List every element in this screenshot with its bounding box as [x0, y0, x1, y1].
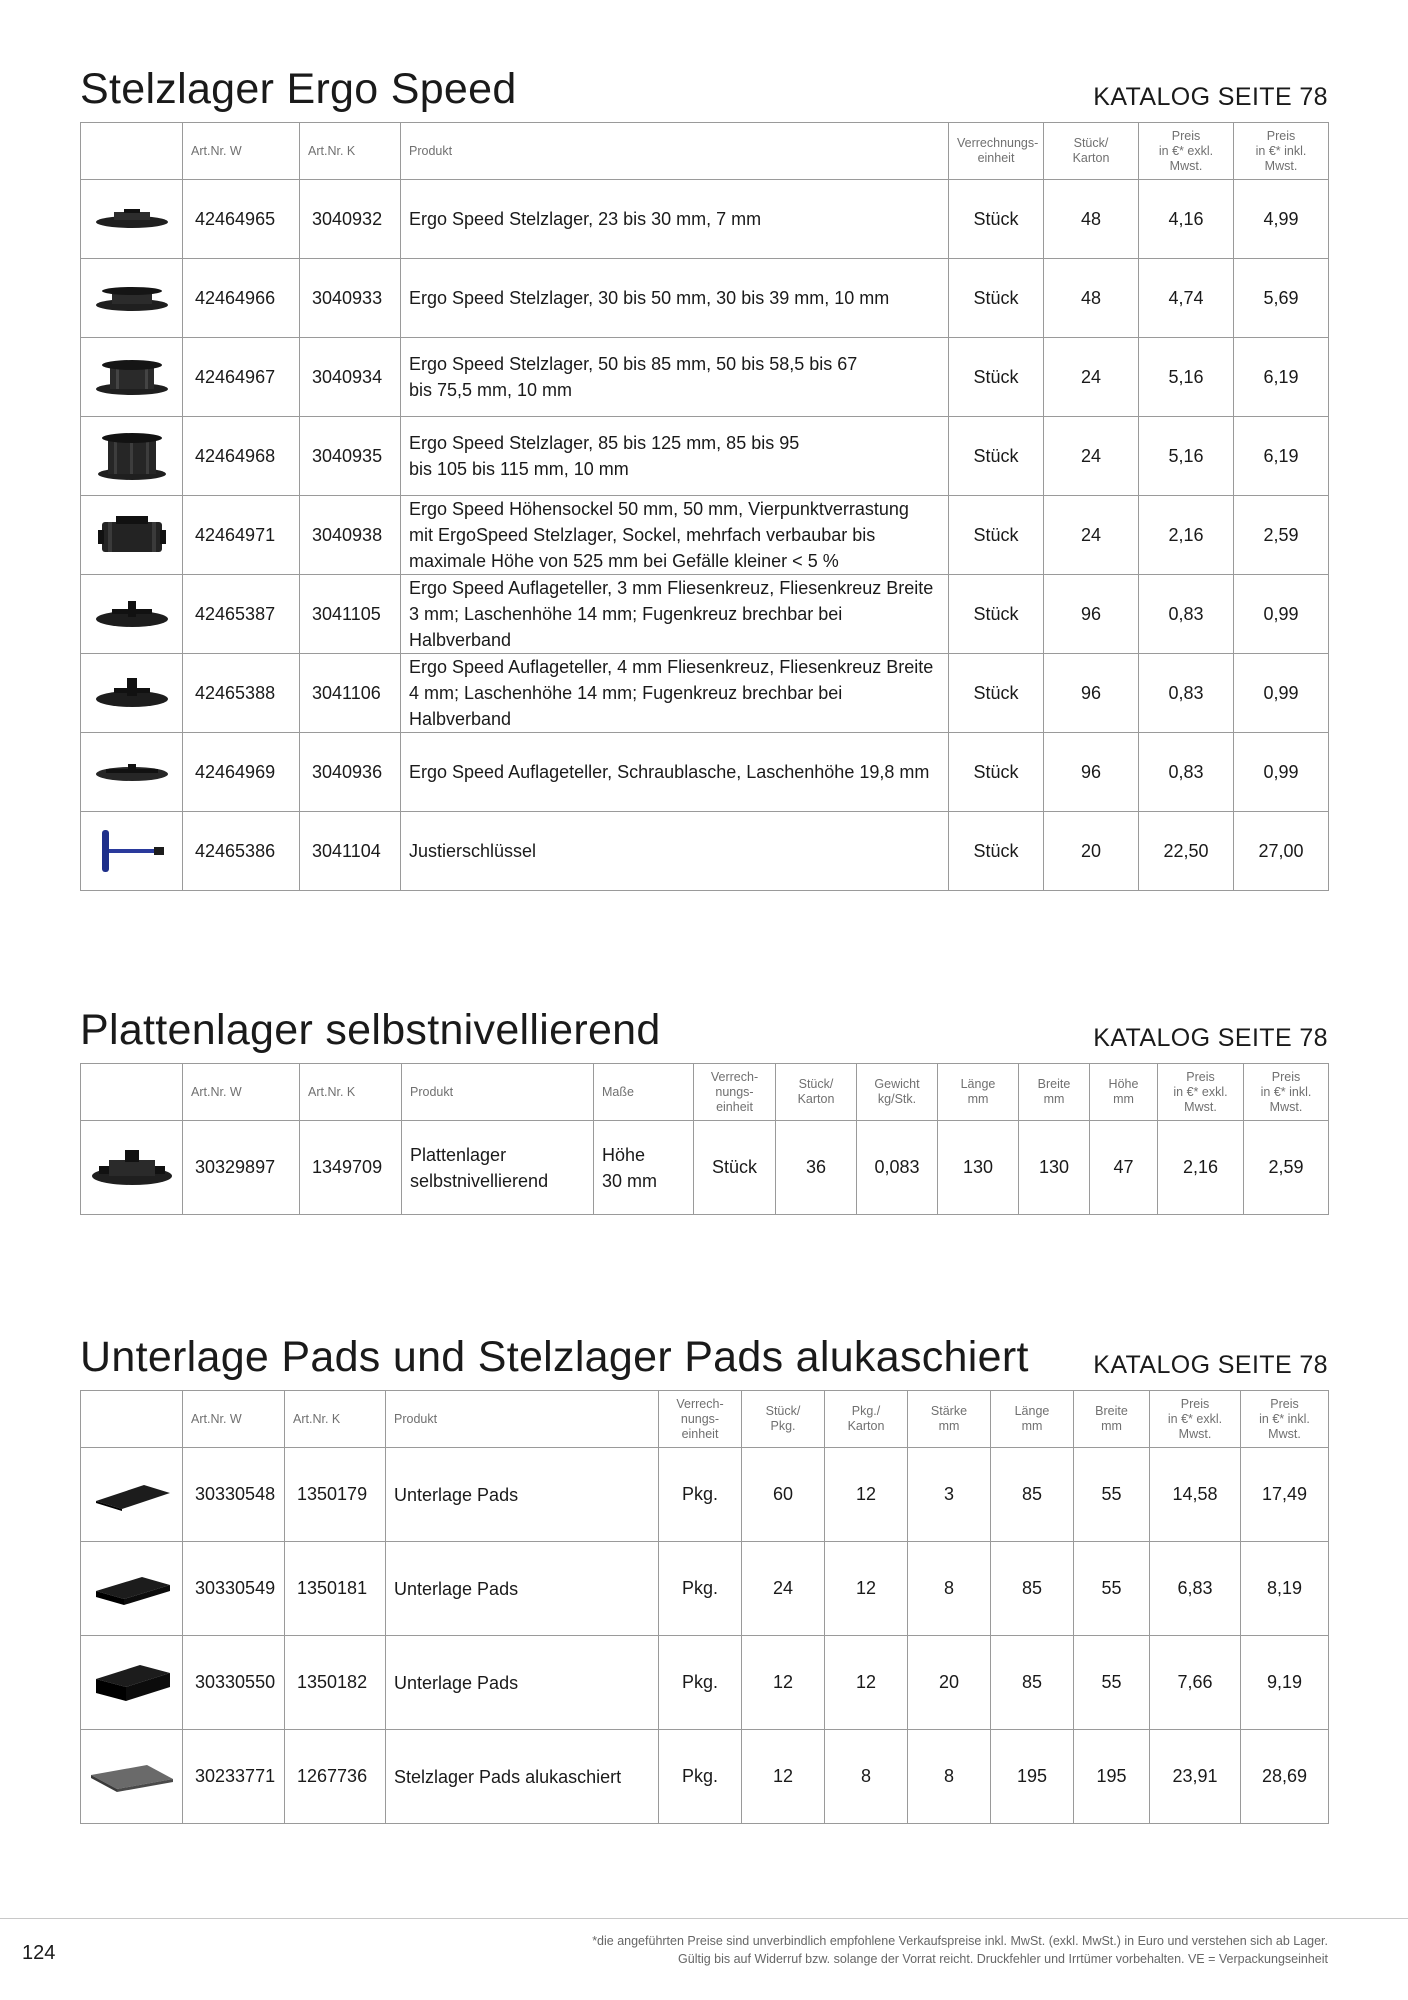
col-einheit: Verrechnungs- einheit	[949, 123, 1044, 180]
staerke: 3	[908, 1448, 991, 1542]
einheit: Pkg.	[659, 1730, 742, 1824]
product-name: Stelzlager Pads alukaschiert	[386, 1730, 659, 1824]
table-row	[81, 259, 1329, 338]
laenge: 85	[991, 1542, 1074, 1636]
col-laenge: Länge mm	[938, 1064, 1019, 1121]
staerke: 8	[908, 1542, 991, 1636]
stueck-pkg: 12	[742, 1730, 825, 1824]
table-header-row	[81, 1391, 1329, 1448]
art-nr-k: 1350181	[285, 1542, 386, 1636]
product-image-cell	[81, 733, 183, 812]
product-image-cell	[81, 259, 183, 338]
gewicht: 0,083	[857, 1121, 938, 1215]
support-plate-cross-icon	[94, 675, 170, 711]
art-nr-k: 3040933	[300, 259, 401, 338]
section-ergo-speed	[80, 62, 1328, 891]
einheit: Pkg.	[659, 1448, 742, 1542]
product-name: Ergo Speed Auflageteller, Schraublasche, Laschenhöhe 19,8 mm	[401, 733, 949, 812]
table-row	[81, 1448, 1329, 1542]
pedestal-flat-icon	[94, 204, 170, 234]
stueck-karton: 48	[1044, 180, 1139, 259]
col-produkt: Produkt	[386, 1391, 659, 1448]
preis-exkl: 0,83	[1139, 575, 1234, 654]
einheit: Stück	[949, 654, 1044, 733]
stueck-karton: 24	[1044, 338, 1139, 417]
product-image-cell	[81, 1121, 183, 1215]
col-breite: Breite mm	[1019, 1064, 1090, 1121]
pedestal-medium-icon	[94, 357, 170, 397]
einheit: Stück	[949, 417, 1044, 496]
table-header-row	[81, 1064, 1329, 1121]
table-row	[81, 417, 1329, 496]
preis-exkl: 22,50	[1139, 812, 1234, 891]
table-row	[81, 496, 1329, 575]
stueck-karton: 24	[1044, 496, 1139, 575]
preis-exkl: 6,83	[1150, 1542, 1241, 1636]
col-einheit: Verrech- nungs- einheit	[694, 1064, 776, 1121]
art-nr-w: 30233771	[183, 1730, 285, 1824]
preis-exkl: 14,58	[1150, 1448, 1241, 1542]
preis-exkl: 2,16	[1139, 496, 1234, 575]
breite: 55	[1074, 1636, 1150, 1730]
col-preis-inkl: Preis in €* inkl. Mwst.	[1234, 123, 1329, 180]
preis-exkl: 4,74	[1139, 259, 1234, 338]
col-preis-inkl: Preis in €* inkl. Mwst.	[1244, 1064, 1329, 1121]
pkg-karton: 12	[825, 1448, 908, 1542]
pad-thick-icon	[90, 1659, 174, 1707]
section-plattenlager	[80, 1003, 1328, 1215]
art-nr-w: 42464965	[183, 180, 300, 259]
col-art-k: Art.Nr. K	[300, 123, 401, 180]
table-row	[81, 575, 1329, 654]
col-image	[81, 1064, 183, 1121]
pkg-karton: 8	[825, 1730, 908, 1824]
preis-exkl: 7,66	[1150, 1636, 1241, 1730]
product-image-cell	[81, 496, 183, 575]
art-nr-w: 42465387	[183, 575, 300, 654]
product-image-cell	[81, 417, 183, 496]
art-nr-k: 1349709	[300, 1121, 402, 1215]
laenge: 195	[991, 1730, 1074, 1824]
preis-inkl: 0,99	[1234, 654, 1329, 733]
preis-exkl: 0,83	[1139, 654, 1234, 733]
preis-inkl: 17,49	[1241, 1448, 1329, 1542]
preis-inkl: 27,00	[1234, 812, 1329, 891]
einheit: Stück	[949, 575, 1044, 654]
table-row	[81, 180, 1329, 259]
preis-exkl: 4,16	[1139, 180, 1234, 259]
col-art-k: Art.Nr. K	[285, 1391, 386, 1448]
col-produkt: Produkt	[402, 1064, 594, 1121]
legal-line: Gültig bis auf Widerruf bzw. solange der Vorrat reicht. Druckfehler und Irrtümer vorbehalten. VE = Verpackungseinheit	[678, 1952, 1328, 1966]
art-nr-w: 30330548	[183, 1448, 285, 1542]
hoehe: 47	[1090, 1121, 1158, 1215]
col-preis-exkl: Preis in €* exkl. Mwst.	[1150, 1391, 1241, 1448]
preis-exkl: 2,16	[1158, 1121, 1244, 1215]
art-nr-k: 3041105	[300, 575, 401, 654]
stueck-karton: 96	[1044, 575, 1139, 654]
preis-inkl: 2,59	[1244, 1121, 1329, 1215]
product-name: Plattenlager selbstnivellierend	[402, 1121, 594, 1215]
col-image	[81, 123, 183, 180]
art-nr-k: 3040938	[300, 496, 401, 575]
einheit: Stück	[949, 259, 1044, 338]
pad-medium-icon	[90, 1569, 174, 1609]
col-hoehe: Höhe mm	[1090, 1064, 1158, 1121]
stueck-karton: 96	[1044, 733, 1139, 812]
stueck-pkg: 24	[742, 1542, 825, 1636]
section-title: Stelzlager Ergo Speed	[80, 65, 517, 113]
product-image-cell	[81, 654, 183, 733]
einheit: Stück	[949, 812, 1044, 891]
col-art-w: Art.Nr. W	[183, 123, 300, 180]
stueck-karton: 24	[1044, 417, 1139, 496]
col-staerke: Stärke mm	[908, 1391, 991, 1448]
support-plate-screw-icon	[94, 758, 170, 786]
preis-exkl: 5,16	[1139, 338, 1234, 417]
col-laenge: Länge mm	[991, 1391, 1074, 1448]
product-name: Unterlage Pads	[386, 1636, 659, 1730]
legal-line: *die angeführten Preise sind unverbindlich empfohlene Verkaufspreise inkl. MwSt. (exkl. MwSt.) in Euro und verstehen sich ab Lager.	[592, 1934, 1328, 1948]
einheit: Pkg.	[659, 1636, 742, 1730]
art-nr-k: 3041104	[300, 812, 401, 891]
height-base-icon	[94, 512, 170, 558]
col-art-k: Art.Nr. K	[300, 1064, 402, 1121]
preis-inkl: 5,69	[1234, 259, 1329, 338]
table-row	[81, 338, 1329, 417]
art-nr-w: 42464971	[183, 496, 300, 575]
product-name: Ergo Speed Stelzlager, 50 bis 85 mm, 50 bis 58,5 bis 67 bis 75,5 mm, 10 mm	[401, 338, 949, 417]
product-image-cell	[81, 812, 183, 891]
stueck-pkg: 12	[742, 1636, 825, 1730]
stueck-karton: 20	[1044, 812, 1139, 891]
table-row	[81, 1542, 1329, 1636]
section-header	[80, 62, 1328, 122]
preis-exkl: 23,91	[1150, 1730, 1241, 1824]
art-nr-w: 30330549	[183, 1542, 285, 1636]
section-header	[80, 1003, 1328, 1063]
einheit: Stück	[949, 496, 1044, 575]
stueck-karton: 48	[1044, 259, 1139, 338]
catalog-reference: KATALOG SEITE 78	[1093, 1351, 1328, 1379]
col-preis-exkl: Preis in €* exkl. Mwst.	[1139, 123, 1234, 180]
breite: 195	[1074, 1730, 1150, 1824]
laenge: 130	[938, 1121, 1019, 1215]
preis-inkl: 6,19	[1234, 338, 1329, 417]
table-row	[81, 733, 1329, 812]
art-nr-w: 42464968	[183, 417, 300, 496]
stueck-karton: 96	[1044, 654, 1139, 733]
product-name: Ergo Speed Stelzlager, 23 bis 30 mm, 7 mm	[401, 180, 949, 259]
table-row	[81, 654, 1329, 733]
col-preis-exkl: Preis in €* exkl. Mwst.	[1158, 1064, 1244, 1121]
pedestal-low-icon	[94, 281, 170, 315]
col-breite: Breite mm	[1074, 1391, 1150, 1448]
table-row	[81, 812, 1329, 891]
art-nr-k: 3041106	[300, 654, 401, 733]
product-image-cell	[81, 1730, 183, 1824]
einheit: Stück	[694, 1121, 776, 1215]
col-stueck-pkg: Stück/ Pkg.	[742, 1391, 825, 1448]
col-art-w: Art.Nr. W	[183, 1391, 285, 1448]
preis-inkl: 4,99	[1234, 180, 1329, 259]
einheit: Stück	[949, 338, 1044, 417]
art-nr-w: 42464967	[183, 338, 300, 417]
masse: Höhe 30 mm	[594, 1121, 694, 1215]
product-name: Ergo Speed Stelzlager, 85 bis 125 mm, 85 bis 95 bis 105 bis 115 mm, 10 mm	[401, 417, 949, 496]
art-nr-k: 3040934	[300, 338, 401, 417]
pkg-karton: 12	[825, 1636, 908, 1730]
adjustment-key-icon	[94, 826, 170, 876]
preis-inkl: 2,59	[1234, 496, 1329, 575]
breite: 130	[1019, 1121, 1090, 1215]
art-nr-w: 42464969	[183, 733, 300, 812]
preis-inkl: 0,99	[1234, 575, 1329, 654]
product-image-cell	[81, 180, 183, 259]
product-image-cell	[81, 1542, 183, 1636]
product-name: Ergo Speed Stelzlager, 30 bis 50 mm, 30 bis 39 mm, 10 mm	[401, 259, 949, 338]
col-image	[81, 1391, 183, 1448]
section-header	[80, 1330, 1328, 1390]
page-number: 124	[22, 1942, 56, 1964]
breite: 55	[1074, 1448, 1150, 1542]
art-nr-w: 42465388	[183, 654, 300, 733]
preis-inkl: 8,19	[1241, 1542, 1329, 1636]
product-image-cell	[81, 1448, 183, 1542]
col-masse: Maße	[594, 1064, 694, 1121]
col-preis-inkl: Preis in €* inkl. Mwst.	[1241, 1391, 1329, 1448]
art-nr-w: 42464966	[183, 259, 300, 338]
section-title: Unterlage Pads und Stelzlager Pads alukaschiert	[80, 1333, 1029, 1381]
product-image-cell	[81, 575, 183, 654]
art-nr-k: 1350182	[285, 1636, 386, 1730]
col-gewicht: Gewicht kg/Stk.	[857, 1064, 938, 1121]
catalog-reference: KATALOG SEITE 78	[1093, 1024, 1328, 1052]
product-name: Unterlage Pads	[386, 1448, 659, 1542]
art-nr-k: 3040935	[300, 417, 401, 496]
product-name: Justierschlüssel	[401, 812, 949, 891]
pedestal-tall-icon	[94, 430, 170, 482]
pkg-karton: 12	[825, 1542, 908, 1636]
product-image-cell	[81, 1636, 183, 1730]
product-name: Ergo Speed Auflageteller, 4 mm Fliesenkreuz, Fliesenkreuz Breite 4 mm; Laschenhöhe 14 mm; Fugenkreuz brechbar bei Halbverband	[401, 654, 949, 733]
col-produkt: Produkt	[401, 123, 949, 180]
self-leveling-pedestal-icon	[89, 1146, 175, 1190]
breite: 55	[1074, 1542, 1150, 1636]
einheit: Stück	[949, 733, 1044, 812]
col-pkg-karton: Pkg./ Karton	[825, 1391, 908, 1448]
legal-disclaimer	[428, 1932, 1328, 1968]
table-header-row	[81, 123, 1329, 180]
col-stueck-karton: Stück/ Karton	[776, 1064, 857, 1121]
product-name: Ergo Speed Auflageteller, 3 mm Fliesenkreuz, Fliesenkreuz Breite 3 mm; Laschenhöhe 14 mm; Fugenkreuz brechbar bei Halbverband	[401, 575, 949, 654]
product-image-cell	[81, 338, 183, 417]
preis-exkl: 5,16	[1139, 417, 1234, 496]
stueck-pkg: 60	[742, 1448, 825, 1542]
art-nr-k: 1267736	[285, 1730, 386, 1824]
alu-pad-icon	[87, 1757, 177, 1797]
col-einheit: Verrech- nungs- einheit	[659, 1391, 742, 1448]
art-nr-k: 3040936	[300, 733, 401, 812]
art-nr-w: 30330550	[183, 1636, 285, 1730]
product-table-pads	[80, 1390, 1329, 1824]
product-table-plattenlager	[80, 1063, 1329, 1215]
laenge: 85	[991, 1636, 1074, 1730]
product-table-ergo	[80, 122, 1329, 891]
section-title: Plattenlager selbstnivellierend	[80, 1006, 661, 1054]
preis-exkl: 0,83	[1139, 733, 1234, 812]
stueck-karton: 36	[776, 1121, 857, 1215]
footer-divider	[0, 1918, 1408, 1919]
col-art-w: Art.Nr. W	[183, 1064, 300, 1121]
einheit: Pkg.	[659, 1542, 742, 1636]
preis-inkl: 9,19	[1241, 1636, 1329, 1730]
table-row	[81, 1636, 1329, 1730]
art-nr-w: 30329897	[183, 1121, 300, 1215]
laenge: 85	[991, 1448, 1074, 1542]
product-name: Ergo Speed Höhensockel 50 mm, 50 mm, Vierpunktverrastung mit ErgoSpeed Stelzlager, Sockel, mehrfach verbaubar bis maximale Höhe von 525 mm bei Gefälle kleiner < 5 %	[401, 496, 949, 575]
col-stueck-karton: Stück/ Karton	[1044, 123, 1139, 180]
art-nr-k: 1350179	[285, 1448, 386, 1542]
preis-inkl: 28,69	[1241, 1730, 1329, 1824]
einheit: Stück	[949, 180, 1044, 259]
table-row	[81, 1121, 1329, 1215]
preis-inkl: 0,99	[1234, 733, 1329, 812]
catalog-reference: KATALOG SEITE 78	[1093, 83, 1328, 111]
staerke: 20	[908, 1636, 991, 1730]
staerke: 8	[908, 1730, 991, 1824]
preis-inkl: 6,19	[1234, 417, 1329, 496]
pad-thin-icon	[90, 1477, 174, 1513]
support-plate-cross-icon	[94, 597, 170, 631]
section-pads	[80, 1330, 1328, 1824]
product-name: Unterlage Pads	[386, 1542, 659, 1636]
art-nr-w: 42465386	[183, 812, 300, 891]
art-nr-k: 3040932	[300, 180, 401, 259]
table-row	[81, 1730, 1329, 1824]
